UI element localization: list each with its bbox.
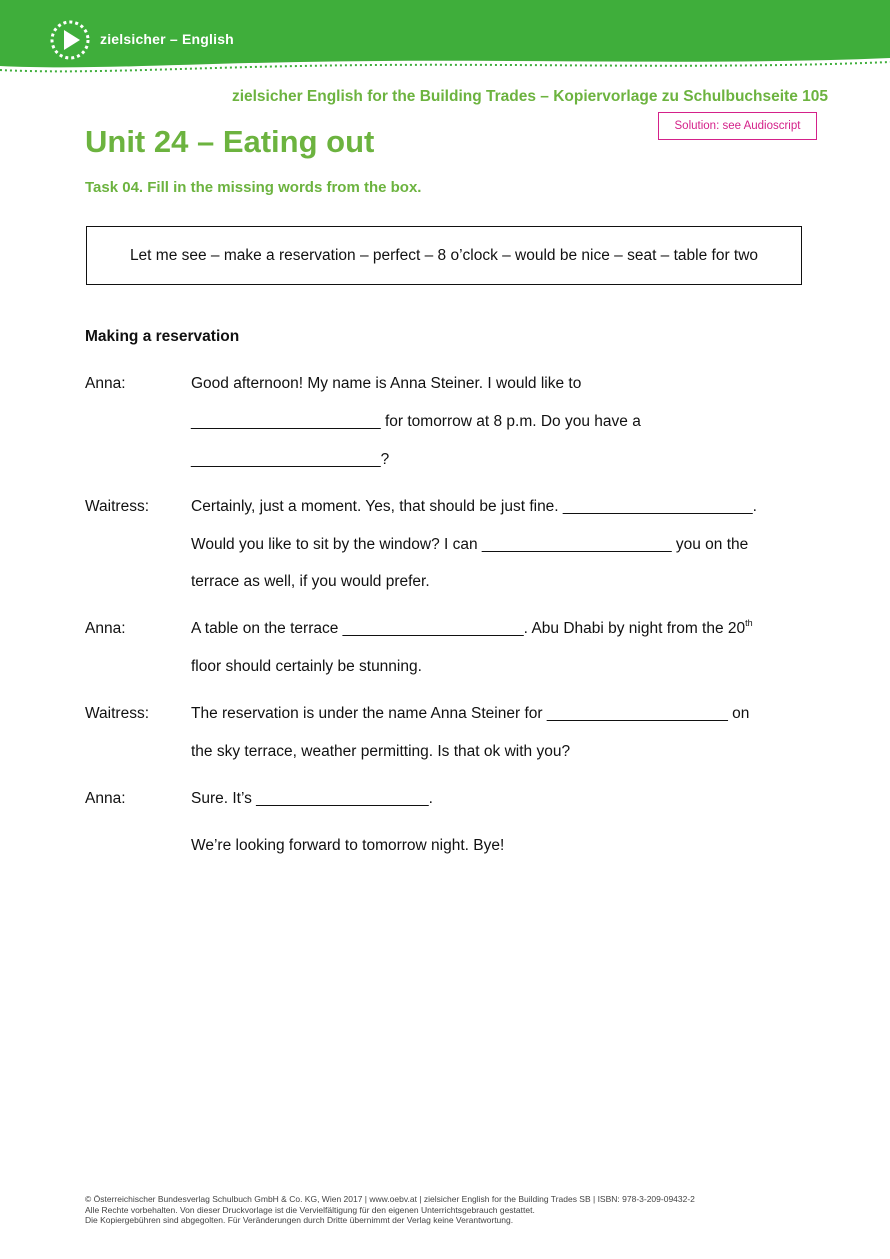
ordinal-suffix: th: [745, 618, 753, 628]
solution-note: Solution: see Audioscript: [658, 112, 817, 140]
worksheet-subtitle: zielsicher English for the Building Trades – Kopiervorlage zu Schulbuchseite 105: [231, 88, 828, 105]
dialogue-line: ______________________?: [191, 451, 390, 468]
speaker-label: Anna:: [85, 790, 126, 807]
copyright-footer: [85, 1194, 695, 1226]
task-instruction: Task 04. Fill in the missing words from the box.: [85, 179, 422, 196]
speaker-label: Anna:: [85, 375, 126, 392]
dialogue-line: The reservation is under the name Anna Steiner for _____________________ on: [191, 705, 750, 722]
brand-name: zielsicher – English: [100, 31, 234, 47]
dialogue-line: Sure. It’s ____________________.: [191, 790, 433, 807]
dialogue-line: ______________________ for tomorrow at 8 p.m. Do you have a: [191, 413, 641, 430]
speaker-label: Waitress:: [85, 705, 150, 722]
dialogue-line: Good afternoon! My name is Anna Steiner. I would like to: [191, 375, 582, 392]
speaker-label: Waitress:: [85, 498, 150, 515]
word-box: Let me see – make a reservation – perfect – 8 o’clock – would be nice – seat – table for two: [86, 226, 802, 285]
dialogue-line: A table on the terrace _____________________. Abu Dhabi by night from the 20th: [191, 618, 753, 637]
dialogue-line: terrace as well, if you would prefer.: [191, 573, 430, 590]
dialogue-line: the sky terrace, weather permitting. Is that ok with you?: [191, 743, 571, 760]
dialogue-line: Certainly, just a moment. Yes, that should be just fine. ______________________.: [191, 498, 757, 515]
section-heading: Making a reservation: [85, 328, 240, 345]
page-title: Unit 24 – Eating out: [85, 124, 375, 159]
footer-line: © Österreichischer Bundesverlag Schulbuch GmbH & Co. KG, Wien 2017 | www.oebv.at | zielsicher English for the Building Trades SB | ISBN: 978-3-209-09432-2: [85, 1194, 695, 1204]
dialogue-line: Would you like to sit by the window? I can ______________________ you on the: [191, 536, 749, 553]
footer-line: Alle Rechte vorbehalten. Von dieser Druckvorlage ist die Vervielfältigung für den eigenen Unterrichtsgebrauch gestattet.: [85, 1204, 535, 1215]
dialogue-line: floor should certainly be stunning.: [191, 658, 422, 675]
speaker-label: Anna:: [85, 620, 126, 637]
dialogue-line: We’re looking forward to tomorrow night. Bye!: [191, 837, 505, 854]
footer-line: Die Kopiergebühren sind abgegolten. Für Veränderungen durch Dritte übernimmt der Verlag keine Verantwortung.: [85, 1215, 514, 1225]
